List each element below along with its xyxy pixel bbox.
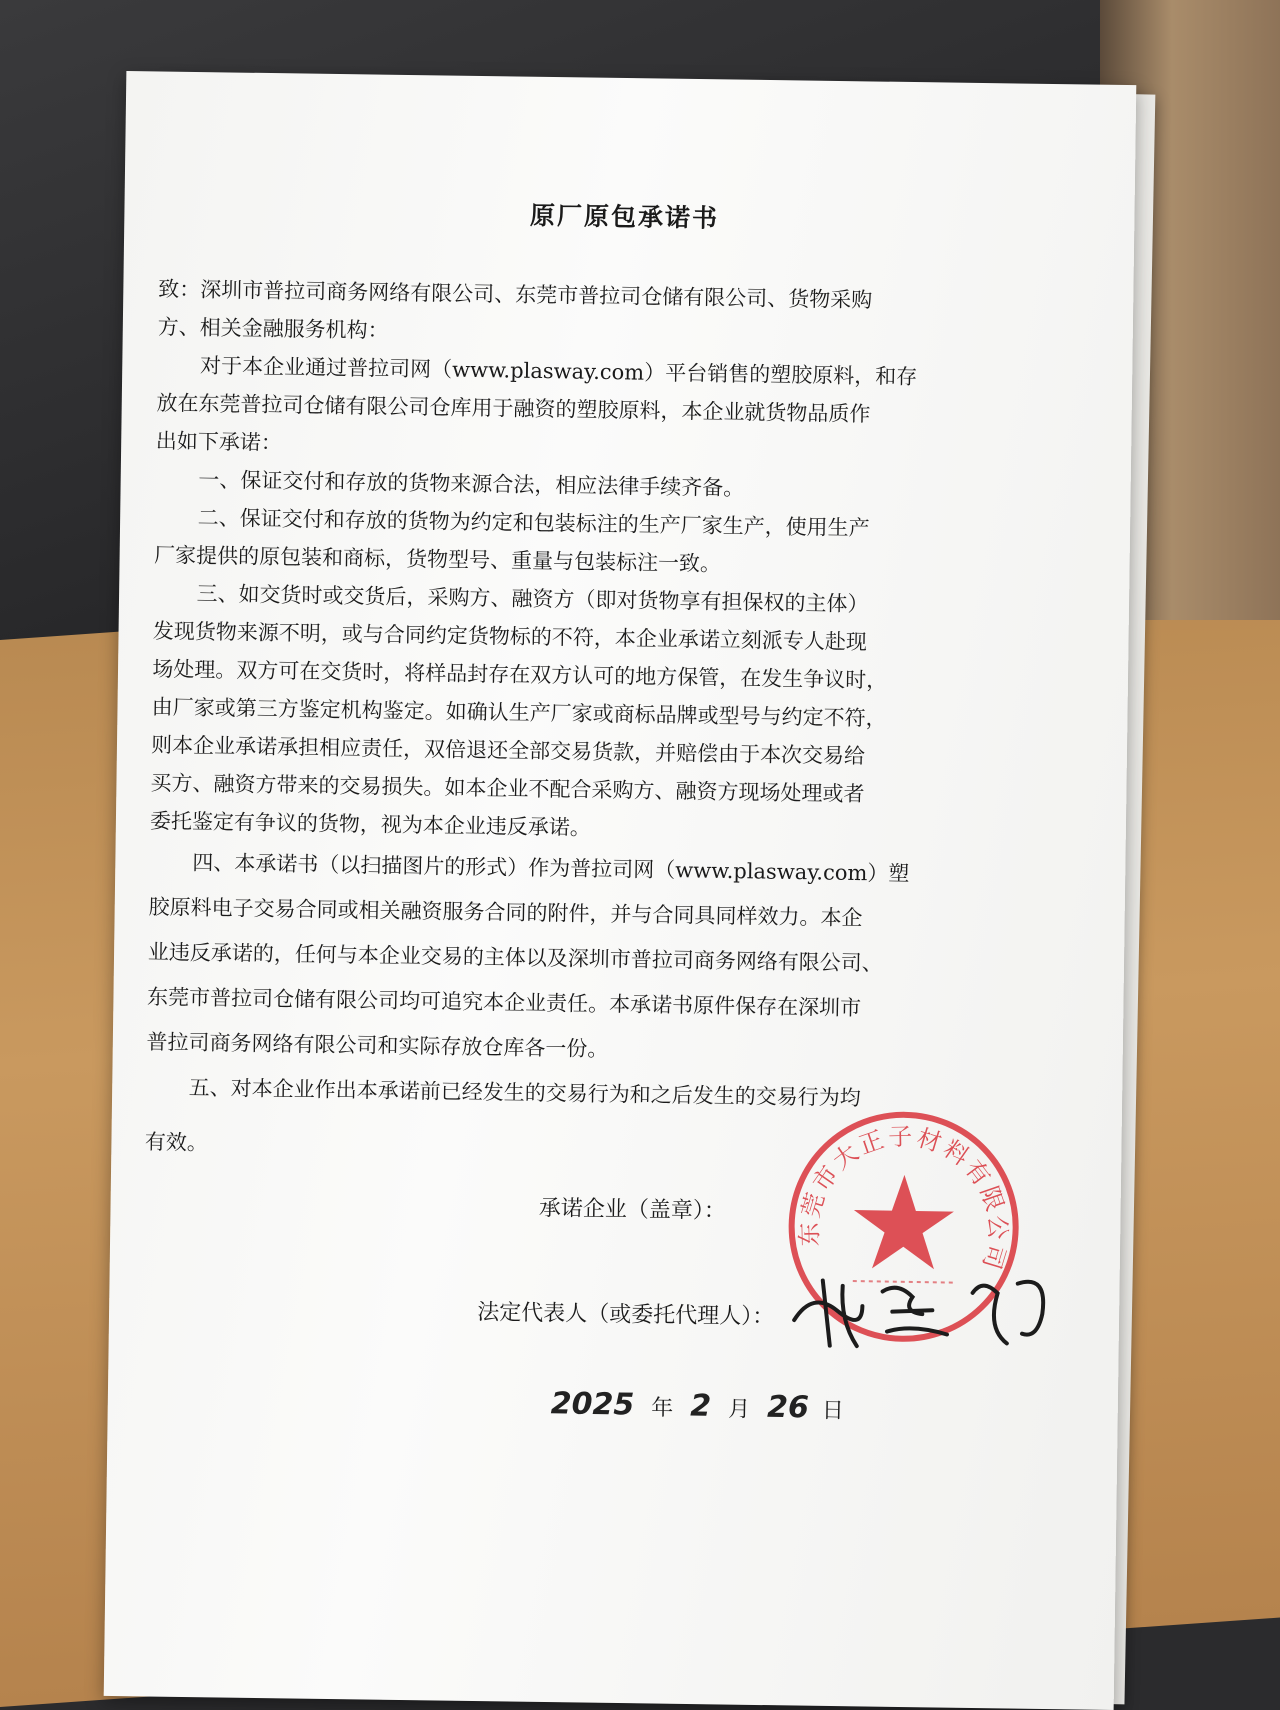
- item-3-line-5: 则本企业承诺承担相应责任，双倍退还全部交易货款，并赔偿由于本次交易给: [150, 732, 866, 769]
- item-4-line-1: 四、本承诺书（以扫描图片的形式）作为普拉司网（www.plasway.com）塑: [192, 850, 910, 886]
- item-3-line-4: 由厂家或第三方鉴定机构鉴定。如确认生产厂家或商标品牌或型号与约定不符，: [151, 694, 887, 731]
- recipient-line-1: 致：深圳市普拉司商务网络有限公司、东莞市普拉司仓储有限公司、货物采购: [158, 276, 873, 313]
- legal-representative-label: 法定代表人（或委托代理人）：: [477, 1300, 775, 1330]
- item-3-line-1: 三、如交货时或交货后，采购方、融资方（即对货物享有担保权的主体）: [196, 581, 869, 617]
- date-month-unit: 月: [727, 1397, 751, 1423]
- svg-text:东莞市大正子材料有限公司: 东莞市大正子材料有限公司: [795, 1122, 1012, 1276]
- date-year-unit: 年: [651, 1395, 674, 1422]
- item-4-line-2: 胶原料电子交易合同或相关融资服务合同的附件，并与合同具同样效力。本企: [148, 894, 863, 931]
- handwritten-signature: [782, 1250, 1084, 1365]
- company-seal-label: 承诺企业（盖章）：: [538, 1196, 727, 1225]
- item-3-line-2: 发现货物来源不明，或与合同约定货物标的不符，本企业承诺立刻派专人赴现: [152, 618, 868, 655]
- item-4-line-4: 东莞市普拉司仓储有限公司均可追究本企业责任。本承诺书原件保存在深圳市: [146, 984, 862, 1021]
- date-year: 2025: [550, 1386, 635, 1423]
- recipient-line-2: 方、相关金融服务机构：: [157, 314, 389, 343]
- intro-line-3: 出如下承诺：: [155, 428, 283, 455]
- document-title: 原厂原包承诺书: [529, 200, 720, 233]
- item-3-line-6: 买方、融资方带来的交易损失。如本企业不配合采购方、融资方现场处理或者: [150, 770, 865, 807]
- item-2-line-2: 厂家提供的原包装和商标，货物型号、重量与包装标注一致。: [153, 542, 722, 576]
- intro-line-2: 放在东莞普拉司仓储有限公司仓库用于融资的塑胶原料，本企业就货物品质作: [156, 390, 871, 427]
- item-2-line-1: 二、保证交付和存放的货物为约定和包装标注的生产厂家生产，使用生产: [197, 505, 870, 541]
- intro-line-1: 对于本企业通过普拉司网（www.plasway.com）平台销售的塑胶原料，和存: [199, 353, 918, 389]
- document-content: [139, 180, 1090, 1529]
- item-5-line-1: 五、对本企业作出本承诺前已经发生的交易行为和之后发生的交易行为均: [188, 1075, 861, 1111]
- item-5-line-2: 有效。: [144, 1129, 209, 1155]
- date-month: 2: [690, 1388, 712, 1424]
- item-1: 一、保证交付和存放的货物来源合法，相应法律手续齐备。: [198, 467, 745, 501]
- signing-date: [551, 1386, 845, 1426]
- item-4-line-3: 业违反承诺的，任何与本企业交易的主体以及深圳市普拉司商务网络有限公司、: [147, 939, 883, 976]
- date-day-unit: 日: [821, 1398, 845, 1424]
- item-3-line-3: 场处理。双方可在交货时，将样品封存在双方认可的地方保管，在发生争议时，: [152, 656, 888, 693]
- item-4-line-5: 普拉司商务网络有限公司和实际存放仓库各一份。: [146, 1029, 609, 1062]
- date-day: 26: [766, 1389, 810, 1426]
- item-3-line-7: 委托鉴定有争议的货物，视为本企业违反承诺。: [149, 808, 592, 840]
